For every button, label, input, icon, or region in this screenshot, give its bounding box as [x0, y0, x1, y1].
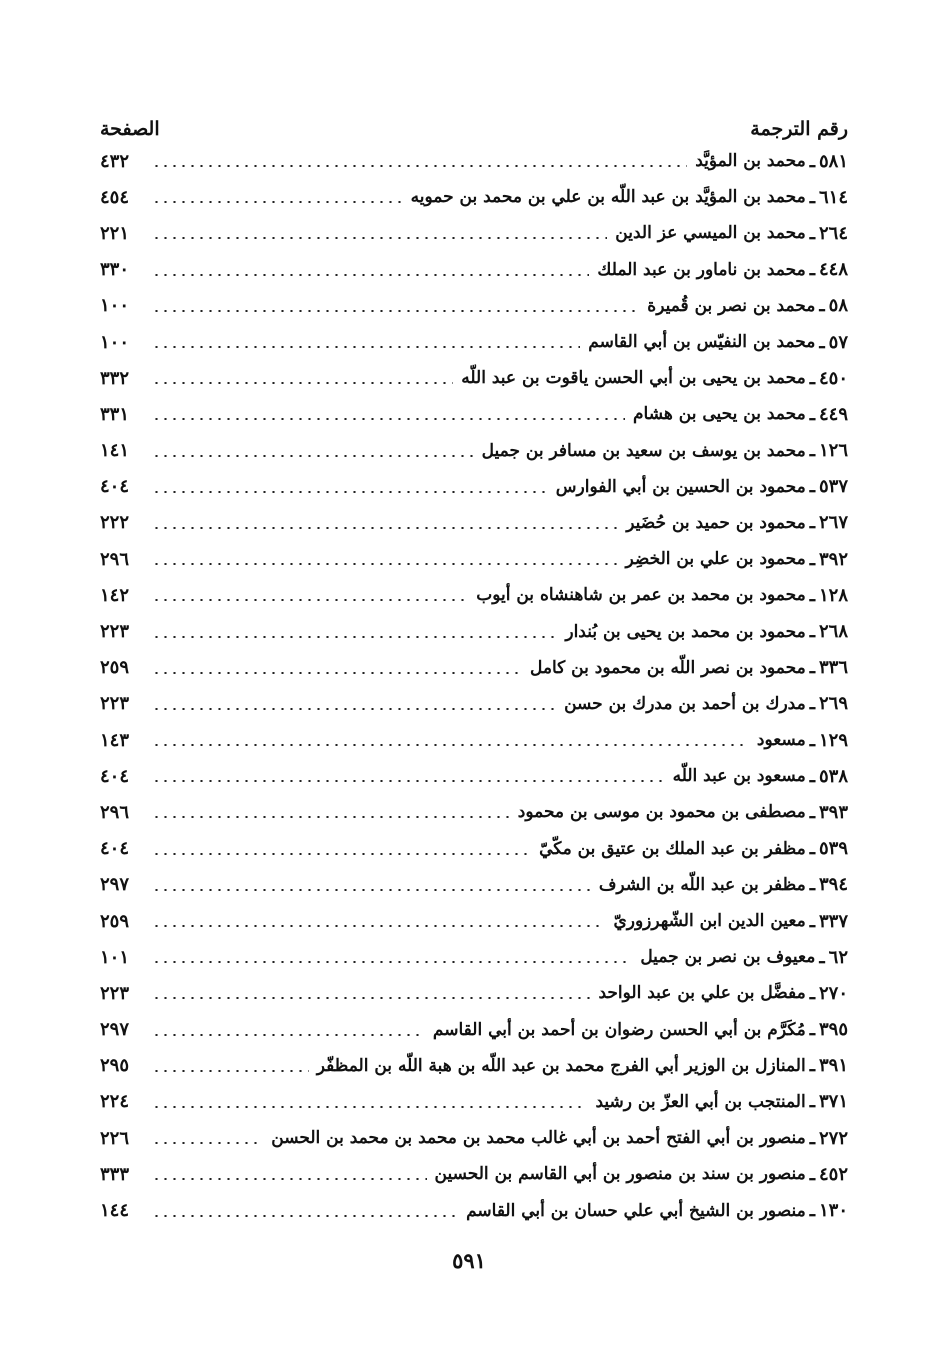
dot-leader — [152, 672, 522, 674]
entry-number: ٤٤٨ — [818, 259, 848, 281]
index-entry — [100, 324, 848, 360]
entry-dash: ـ — [809, 1091, 815, 1113]
entry-number: ٢٧٠ — [818, 982, 848, 1004]
entry-number: ٥٣٧ — [818, 476, 848, 498]
entry-dash: ـ — [809, 801, 815, 823]
entry-name: محمود بن نصر اللّه بن محمود بن كامل — [529, 657, 806, 678]
entry-number: ٣٩٣ — [818, 801, 848, 823]
entry-number: ٥٣٩ — [818, 838, 848, 860]
entry-page-number: ١٠٠ — [100, 295, 130, 317]
entry-name: محمد بن ناماور بن عبد الملك — [597, 259, 806, 280]
index-entry — [100, 541, 848, 577]
entry-number: ٣٣٦ — [818, 657, 848, 679]
index-entry — [100, 577, 848, 613]
page-number: ٥٩١ — [452, 1248, 486, 1273]
entry-name: مفضَّل بن علي بن عبد الواحد — [598, 983, 806, 1004]
entry-page-number: ٢٥٩ — [100, 910, 130, 932]
entry-number: ٢٦٩ — [818, 693, 848, 715]
index-entry — [100, 288, 848, 324]
entry-dash: ـ — [809, 1127, 815, 1149]
entry-page-number: ٢٩٧ — [100, 874, 130, 896]
entry-page-number: ٢٩٦ — [100, 801, 130, 823]
entry-dash: ـ — [809, 874, 815, 896]
entry-name: مدرك بن أحمد بن مدرك بن حسن — [564, 693, 806, 714]
index-entry — [100, 1192, 848, 1228]
entry-dash: ـ — [809, 693, 815, 715]
entry-dash: ـ — [809, 838, 815, 860]
entry-dash: ـ — [809, 150, 815, 172]
dot-leader — [152, 1178, 427, 1180]
entry-page-number: ١٠٠ — [100, 331, 130, 353]
entry-number: ١٢٦ — [818, 440, 848, 462]
dot-leader — [152, 201, 403, 203]
entry-name: معيوف بن نصر بن جميل — [640, 947, 816, 968]
entry-name: محمود بن الحسين بن أبي الفوارس — [555, 476, 806, 497]
entry-dash: ـ — [809, 548, 815, 570]
dot-leader — [152, 636, 557, 638]
index-entry — [100, 433, 848, 469]
entry-dash: ـ — [809, 765, 815, 787]
entry-dash: ـ — [809, 186, 815, 208]
index-entry — [100, 613, 848, 649]
entry-number: ٢٦٨ — [818, 621, 848, 643]
index-entry — [100, 686, 848, 722]
entry-page-number: ٢٢٤ — [100, 1091, 130, 1113]
entry-page-number: ٢٩٦ — [100, 548, 130, 570]
entry-name: مظفر بن عبد اللّه بن الشرف — [598, 874, 806, 895]
entry-number: ٥٨ — [828, 295, 848, 317]
dot-leader — [152, 418, 625, 420]
page-column-heading: الصفحة — [100, 118, 160, 140]
dot-leader — [152, 1215, 458, 1217]
entry-dash: ـ — [819, 295, 825, 317]
dot-leader — [152, 708, 556, 710]
entry-name: منصور بن الشيخ أبي علي حسان بن أبي القاسم — [466, 1200, 806, 1221]
entry-dash: ـ — [809, 729, 815, 751]
entry-number: ٥٨١ — [818, 150, 848, 172]
index-entry — [100, 215, 848, 251]
entry-number: ٢٦٧ — [818, 512, 848, 534]
dot-leader — [152, 889, 591, 891]
index-entry — [100, 794, 848, 830]
entry-number: ٢٧٢ — [818, 1127, 848, 1149]
entry-name: محمود بن محمد بن يحيى بن بُندار — [565, 621, 806, 642]
entry-name: محمد بن يحيى بن هشام — [633, 404, 806, 425]
entry-number: ٤٥٢ — [818, 1163, 848, 1185]
entry-name: المنتجب بن أبي العزّ بن رشيد — [595, 1091, 806, 1112]
index-entry — [100, 831, 848, 867]
entry-dash: ـ — [809, 476, 815, 498]
index-entry — [100, 360, 848, 396]
dot-leader — [152, 237, 607, 239]
dot-leader — [152, 165, 687, 167]
dot-leader — [152, 997, 590, 999]
entry-name: محمد بن يوسف بن سعيد بن مسافر بن جميل — [481, 440, 806, 461]
entry-dash: ـ — [809, 440, 815, 462]
entry-number: ٥٣٨ — [818, 765, 848, 787]
entry-dash: ـ — [809, 403, 815, 425]
entry-page-number: ١٤١ — [100, 440, 130, 462]
entry-name: منصور بن سند بن منصور بن أبي القاسم بن الحسين — [434, 1164, 806, 1185]
dot-leader — [152, 816, 510, 818]
dot-leader — [152, 961, 632, 963]
dot-leader — [152, 346, 580, 348]
index-entry — [100, 1048, 848, 1084]
entry-number: ٣٣٧ — [818, 910, 848, 932]
entry-dash: ـ — [809, 367, 815, 389]
entry-page-number: ٤٣٢ — [100, 150, 130, 172]
dot-leader — [152, 563, 617, 565]
entry-page-number: ٢٢١ — [100, 222, 130, 244]
entry-number: ٣٧١ — [818, 1091, 848, 1113]
index-entry — [100, 1012, 848, 1048]
dot-leader — [152, 780, 665, 782]
index-entry — [100, 722, 848, 758]
entry-dash: ـ — [809, 1200, 815, 1222]
entry-page-number: ٢٩٥ — [100, 1055, 130, 1077]
index-entry — [100, 1120, 848, 1156]
dot-leader — [152, 1106, 587, 1108]
entry-dash: ـ — [809, 910, 815, 932]
entry-number: ٦١٤ — [818, 186, 848, 208]
entry-page-number: ١٤٣ — [100, 729, 130, 751]
dot-leader — [152, 1034, 425, 1036]
entry-page-number: ٢٥٩ — [100, 657, 130, 679]
dot-leader — [152, 925, 605, 927]
index-entry — [100, 975, 848, 1011]
entry-dash: ـ — [809, 657, 815, 679]
entry-page-number: ١٠١ — [100, 946, 130, 968]
entry-number: ٣٩٢ — [818, 548, 848, 570]
entry-dash: ـ — [819, 946, 825, 968]
entry-dash: ـ — [809, 512, 815, 534]
index-entry — [100, 505, 848, 541]
index-entry — [100, 650, 848, 686]
entry-page-number: ٤٠٤ — [100, 765, 130, 787]
dot-leader — [152, 491, 548, 493]
entry-number: ٤٤٩ — [818, 403, 848, 425]
entry-number: ٣٩٥ — [818, 1019, 848, 1041]
dot-leader — [152, 853, 531, 855]
entry-name: مسعود — [756, 730, 806, 751]
entry-name: مسعود بن عبد اللّه — [672, 766, 806, 787]
entry-name: محمد بن نصر بن قُميرة — [647, 295, 816, 316]
entry-number: ١٢٨ — [818, 584, 848, 606]
entry-name: مصطفى بن محمود بن موسى بن محمود — [517, 802, 806, 823]
entry-page-number: ٣٣٣ — [100, 1163, 130, 1185]
entry-page-number: ٢٩٧ — [100, 1019, 130, 1041]
index-entry — [100, 396, 848, 432]
entry-page-number: ٢٢٣ — [100, 982, 130, 1004]
entry-page-number: ٢٢٣ — [100, 621, 130, 643]
entry-name: محمد بن المؤيَّد — [695, 151, 806, 172]
entry-number-column-heading: رقم الترجمة — [750, 118, 848, 140]
index-entry — [100, 867, 848, 903]
entry-page-number: ٣٣١ — [100, 403, 130, 425]
entry-dash: ـ — [809, 1019, 815, 1041]
entry-page-number: ٣٣٠ — [100, 259, 130, 281]
index-entry — [100, 179, 848, 215]
entry-dash: ـ — [809, 222, 815, 244]
entry-name: محمود بن علي بن الخضِر — [625, 549, 806, 570]
index-entry — [100, 1084, 848, 1120]
index-entry — [100, 758, 848, 794]
entry-name: محمد بن الميسي عز الدين — [615, 223, 806, 244]
entry-number: ٣٩١ — [818, 1055, 848, 1077]
entry-number: ٦٢ — [828, 946, 848, 968]
entry-dash: ـ — [809, 621, 815, 643]
entry-number: ١٢٩ — [818, 729, 848, 751]
entry-name: محمود بن حميد بن حُضَير — [626, 512, 806, 533]
dot-leader — [152, 455, 474, 457]
dot-leader — [152, 527, 618, 529]
entry-page-number: ٤٠٤ — [100, 838, 130, 860]
dot-leader — [152, 274, 589, 276]
index-entry — [100, 903, 848, 939]
entry-page-number: ٢٢٣ — [100, 693, 130, 715]
entry-page-number: ٢٢٦ — [100, 1127, 130, 1149]
entry-page-number: ٤٠٤ — [100, 476, 130, 498]
dot-leader — [152, 310, 639, 312]
entry-number: ٣٩٤ — [818, 874, 848, 896]
entry-dash: ـ — [809, 584, 815, 606]
entry-name: محمد بن النفيّس بن أبي القاسم — [588, 332, 816, 353]
entry-name: محمود بن محمد بن عمر بن شاهنشاه بن أيوب — [476, 585, 806, 606]
entry-name: منصور بن أبي الفتح أحمد بن أبي غالب محمد بن محمد بن محمد بن الحسن — [271, 1128, 806, 1149]
entry-number: ١٣٠ — [818, 1200, 848, 1222]
index-entry — [100, 1156, 848, 1192]
entry-page-number: ١٤٢ — [100, 584, 130, 606]
entry-number: ٥٧ — [828, 331, 848, 353]
dot-leader — [152, 1070, 309, 1072]
entry-name: مُكَرَّم بن أبي الحسن رضوان بن أحمد بن أبي القاسم — [432, 1019, 806, 1040]
entry-page-number: ٤٥٤ — [100, 186, 130, 208]
entry-name: مظفر بن عبد الملك بن عتيق بن مكّيّ — [539, 838, 806, 859]
entry-name: المنازل بن الوزير أبي الفرج محمد بن عبد اللّه بن هبة اللّه بن المظفّر — [316, 1055, 806, 1076]
entry-number: ٢٦٤ — [818, 222, 848, 244]
entry-name: معين الدين ابن الشّهرزوريّ — [613, 911, 806, 932]
entry-dash: ـ — [809, 982, 815, 1004]
index-entries-list — [100, 143, 848, 1229]
dot-leader — [152, 599, 468, 601]
entry-dash: ـ — [819, 331, 825, 353]
dot-leader — [152, 382, 453, 384]
index-entry — [100, 143, 848, 179]
index-entry — [100, 939, 848, 975]
entry-dash: ـ — [809, 1055, 815, 1077]
index-entry — [100, 469, 848, 505]
entry-name: محمد بن المؤيَّد بن عبد اللّه بن علي بن محمد بن حمويه — [410, 187, 806, 208]
index-entry — [100, 252, 848, 288]
dot-leader — [152, 1142, 263, 1144]
entry-name: محمد بن يحيى بن أبي الحسن ياقوت بن عبد اللّه — [461, 368, 806, 389]
entry-page-number: ٢٢٢ — [100, 512, 130, 534]
dot-leader — [152, 744, 749, 746]
entry-dash: ـ — [809, 1163, 815, 1185]
entry-page-number: ١٤٤ — [100, 1200, 130, 1222]
entry-page-number: ٣٣٢ — [100, 367, 130, 389]
entry-number: ٤٥٠ — [818, 367, 848, 389]
index-header — [100, 114, 848, 144]
entry-dash: ـ — [809, 259, 815, 281]
